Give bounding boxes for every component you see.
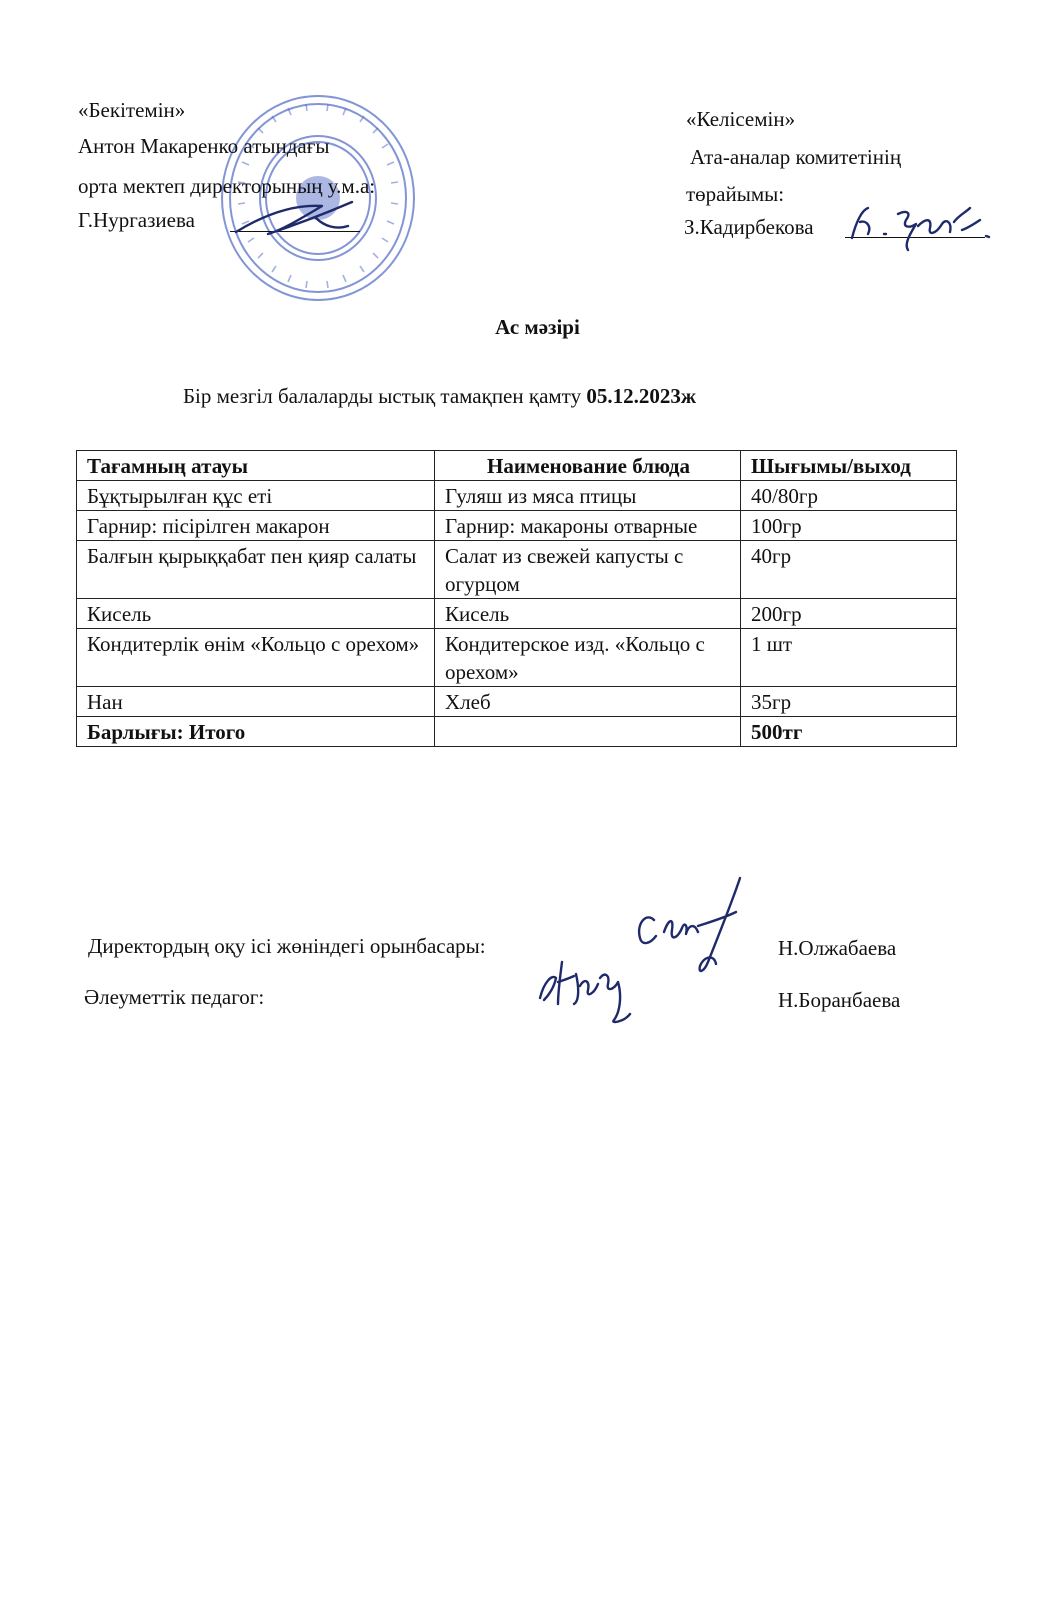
menu-date: 05.12.2023ж	[586, 384, 697, 408]
social-pedagogue-name: Н.Боранбаева	[778, 988, 901, 1012]
header-kazakh-name: Тағамның атауы	[77, 451, 435, 481]
cell-kazakh-name: Кисель	[77, 599, 435, 629]
total-label: Барлығы: Итого	[77, 717, 435, 747]
table-row	[77, 481, 957, 511]
social-pedagogue-signature	[534, 952, 664, 1028]
table-row	[77, 511, 957, 541]
approval-right-line2: Ата-аналар комитетінің	[690, 145, 902, 169]
cell-russian-name: Кисель	[435, 599, 741, 629]
total-empty-cell	[435, 717, 741, 747]
header-russian-name: Наименование блюда	[435, 451, 741, 481]
approval-left-name: Г.Нургазиева	[78, 208, 195, 232]
subtitle	[183, 384, 696, 409]
deputy-director-role: Директордың оқу ісі жөніндегі орынбасары:	[88, 934, 486, 958]
cell-kazakh-name: Кондитерлік өнім «Кольцо с орехом»	[77, 629, 435, 687]
cell-russian-name: Кондитерское изд. «Кольцо с орехом»	[435, 629, 741, 687]
cell-kazakh-name: Балғын қырыққабат пен қияр салаты	[77, 541, 435, 599]
header-output: Шығымы/выход	[741, 451, 957, 481]
cell-output: 1 шт	[741, 629, 957, 687]
cell-russian-name: Гуляш из мяса птицы	[435, 481, 741, 511]
director-signature	[232, 196, 362, 240]
approval-right-line1: «Келісемін»	[686, 107, 796, 131]
approval-left-line1: «Бекітемін»	[78, 98, 186, 122]
cell-output: 100гр	[741, 511, 957, 541]
cell-output: 35гр	[741, 687, 957, 717]
approval-left-line3: орта мектеп директорының у.м.а:	[78, 174, 376, 198]
cell-kazakh-name: Бұқтырылған құс еті	[77, 481, 435, 511]
table-total-row	[77, 717, 957, 747]
total-price: 500тг	[741, 717, 957, 747]
cell-output: 40/80гр	[741, 481, 957, 511]
cell-russian-name: Салат из свежей капусты с огурцом	[435, 541, 741, 599]
social-pedagogue-role: Әлеуметтік педагог:	[84, 985, 265, 1009]
approval-left-line2: Антон Макаренко атындағы	[78, 134, 330, 158]
cell-russian-name: Хлеб	[435, 687, 741, 717]
page-title: Ас мәзірі	[495, 315, 580, 339]
approval-right-line3: төрайымы:	[686, 182, 785, 206]
cell-output: 200гр	[741, 599, 957, 629]
deputy-director-name: Н.Олжабаева	[778, 936, 897, 960]
menu-table	[76, 450, 957, 747]
cell-kazakh-name: Нан	[77, 687, 435, 717]
cell-russian-name: Гарнир: макароны отварные	[435, 511, 741, 541]
table-row	[77, 629, 957, 687]
table-row	[77, 541, 957, 599]
table-header-row	[77, 451, 957, 481]
approval-right-name: З.Кадирбекова	[684, 215, 814, 239]
cell-output: 40гр	[741, 541, 957, 599]
cell-kazakh-name: Гарнир: пісірілген макарон	[77, 511, 435, 541]
table-row	[77, 687, 957, 717]
subtitle-text: Бір мезгіл балаларды ыстық тамақпен қамту	[183, 384, 587, 408]
committee-chair-signature	[846, 200, 996, 254]
table-row	[77, 599, 957, 629]
